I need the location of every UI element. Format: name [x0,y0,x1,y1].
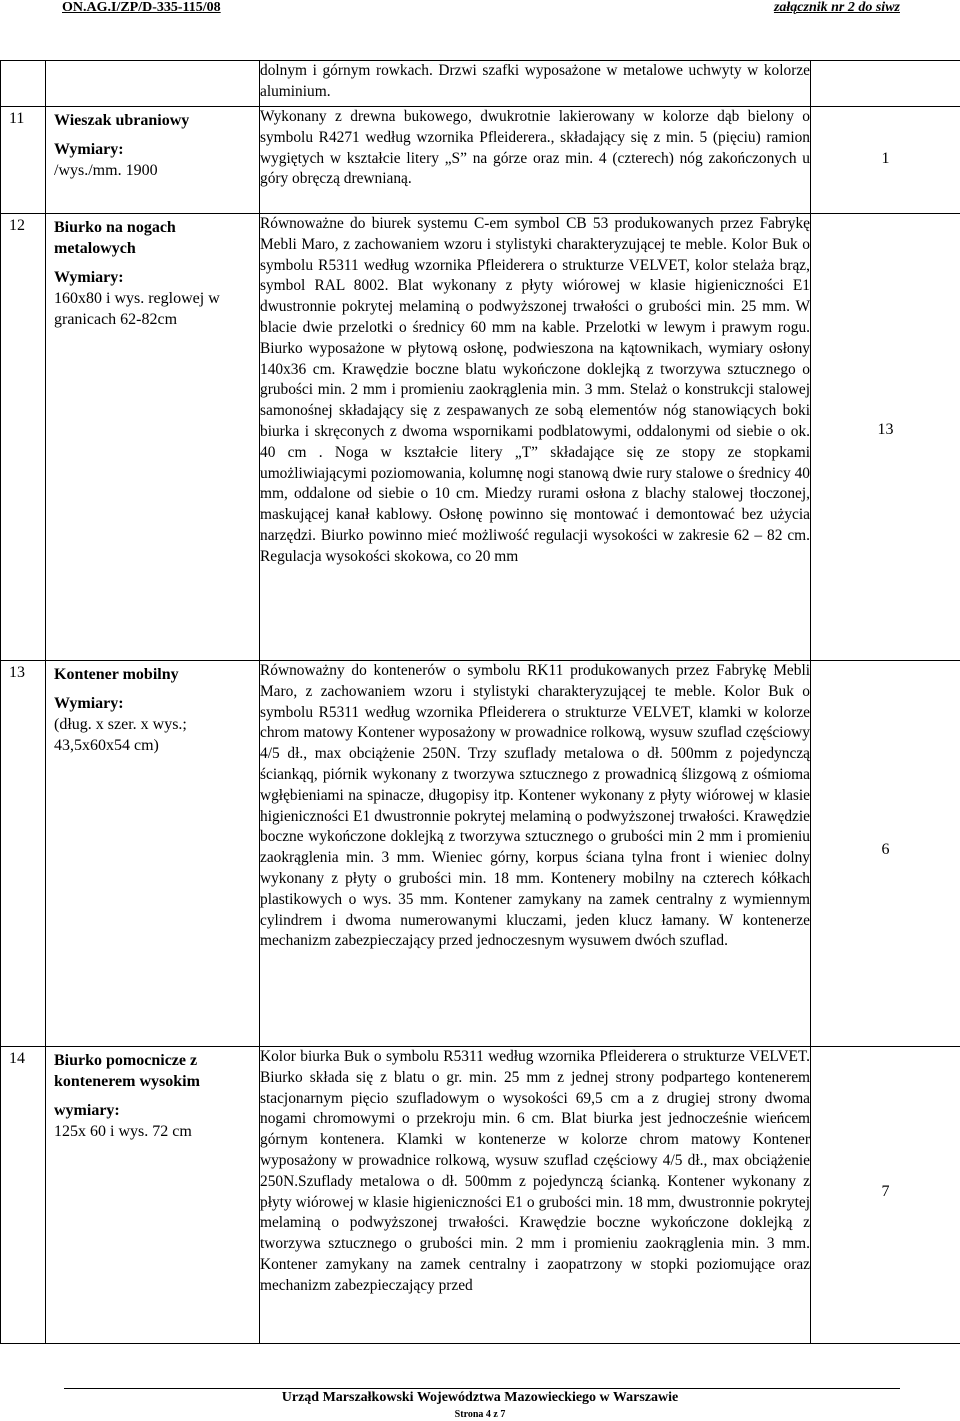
item-description-cell [260,107,811,214]
document-reference: ON.AG.I/ZP/D-335-115/08 [62,0,221,15]
footer-organization: Urząd Marszałkowski Województwa Mazowieckiego w Warszawie [281,1390,679,1405]
item-name-block [54,110,254,181]
item-number: 11 [9,110,25,127]
item-description: Wykonany z drewna bukowego, dwukrotnie lakierowany w kolorze dąb bielony o symbolu R4271 według wzornika Pfleiderera., składający się z min. 5 (pięciu) ramion wygiętych w kształcie litery „S” na górze oraz min. 4 (czterech) nóg zakończonych u góry obręczą drewnianą. [260,108,810,188]
dimensions-label: Wymiary: [54,141,124,158]
item-name: Biurko na nogach metalowych [54,219,176,257]
attachment-label: załącznik nr 2 do siwz [773,0,900,15]
table-row [1,214,960,661]
item-quantity: 6 [881,841,890,858]
item-description-cell [260,214,811,661]
dimensions-value: (dług. x szer. x wys.; 43,5x60x54 cm) [54,716,187,754]
item-description: dolnym i górnym rowkach. Drzwi szafki wyposażone w metalowe uchwyty w kolorze aluminium. [260,62,810,100]
item-name: Biurko pomocnicze z kontenerem wysokim [54,1052,200,1090]
item-description-cell [260,1047,811,1344]
item-number-cell [1,107,46,214]
dimensions-value: 160x80 i wys. reglowej w granicach 62-82cm [54,290,220,328]
item-name-block [54,664,254,756]
page-number: Strona 4 z 7 [454,1409,506,1420]
item-quantity: 1 [881,150,890,167]
dimensions-label: Wymiary: [54,695,124,712]
table-row [1,107,960,214]
item-description-cell [260,61,811,107]
item-name-block [54,217,254,330]
item-name: Kontener mobilny [54,666,179,683]
footer-divider [64,1388,900,1389]
item-quantity-cell [811,107,960,214]
item-name-cell [46,1047,260,1344]
item-name-cell [46,214,260,661]
table-row [1,61,960,107]
item-name-cell [46,661,260,1047]
dimensions-value: /wys./mm. 1900 [54,162,158,179]
item-number-cell [1,1047,46,1344]
item-quantity: 13 [877,421,894,438]
item-number-cell [1,661,46,1047]
item-name: Wieszak ubraniowy [54,112,190,129]
item-description-cell [260,661,811,1047]
specification-table [0,60,960,1344]
item-number-cell [1,214,46,661]
dimensions-label: wymiary: [54,1102,120,1119]
item-name-cell [46,107,260,214]
dimensions-value: 125x 60 i wys. 72 cm [54,1123,192,1140]
item-quantity-cell [811,214,960,661]
item-name-block [54,1050,254,1142]
item-number: 14 [9,1050,25,1067]
item-quantity: 7 [881,1183,890,1200]
item-quantity-cell [811,661,960,1047]
item-name-cell [46,61,260,107]
dimensions-label: Wymiary: [54,269,124,286]
item-quantity-cell [811,1047,960,1344]
table-row [1,1047,960,1344]
table-row [1,661,960,1047]
item-description: Równoważne do biurek systemu C-em symbol CB 53 produkowanych przez Fabrykę Mebli Maro, z zachowaniem wzoru i stylistyki charakteryzującej te meble. Kolor Buk o symbolu R5311 według wzornika Pfleiderera o strukturze VELVET, kolor stelaża brąz, symbol RAL 8002. Blat wykonany z płyty wiórowej w klasie higieniczności E1 dwustronnie pokrytej melaminą o podwyższonej trwałości o grubości min. 25 mm. W blacie dwie przelotki o średnicy 60 mm na kable. Przelotki w lewym i prawym rogu. Biurko wyposażone w płytową osłonę, podwieszona na kątownikach, wymiary osłony 140x36 cm. Krawędzie boczne blatu wykończone doklejką z tworzywa sztucznego o grubości min. 2 mm i promieniu zaokrąglenia min. 3 mm. Stelaż o konstrukcji stalowej samonośnej składający się z zespawanych ze sobą elementów nóg stanowiących boki biurka i skręconych z dwoma wspornikami podblatowymi, oddalonymi od siebie o ok. 40 cm . Noga w kształcie litery „T” składające się ze stopy ze stopkami umożliwiającymi poziomowania, kolumnę nogi stanową dwie rury stalowe o średnicy 40 mm, oddalone od siebie o 10 cm. Miedzy rurami osłona z blachy stalowej tłoczonej, maskującej kanał kablowy. Osłonę powinno się montować i demontować bez użycia narzędzi. Biurko powinno mieć możliwość regulacji wysokości w zakresie 62 – 82 cm. Regulacja wysokości skokowa, co 20 mm [260,215,810,565]
item-number: 12 [9,217,25,234]
item-number: 13 [9,664,25,681]
item-description: Kolor biurka Buk o symbolu R5311 według wzornika Pfleiderera o strukturze VELVET. Biurko składa się z blatu o gr. min. 25 mm z jednej strony podpartego kontenerem stacjonarnym pięcio szufladowym o wysokości 69,5 cm a z drugiej strony dwoma nogami chromowymi o przekroju min. 6 cm. Blat biurka jest jednocześnie wieńcem górnym kontenera. Klamki w kontenerze w kolorze chrom matowy Kontener wyposażony w prowadnice rolkową, wysuw szuflad częściowy 4/5 dł., max obciążenie 250N.Szuflady metalowa o dł. 500mm z pojedynczą ścianką. Kontener wykonany z płyty wiórowej w klasie higieniczności E1 o grubości min. 18 mm, dwustronnie pokrytej melaminą o podwyższonej trwałości. Krawędzie boczne wykończone doklejką z tworzywa sztucznego o grubości min. 2 mm i promieniu zaokrąglenia min. 3 mm. Kontener zamykany na zamek centralny i zaopatrzony w stopki poziomujące oraz mechanizm zabezpieczający przed [260,1048,810,1294]
item-quantity-cell [811,61,960,107]
item-description: Równoważny do kontenerów o symbolu RK11 produkowanych przez Fabrykę Mebli Maro, z zachowaniem wzoru i stylistyki charakteryzującej te meble. Kolor Buk o symbolu R5311 według wzornika Pfleiderera o strukturze VELVET, klamki w kolorze chrom matowy Kontener wyposażony w prowadnice rolkową, wysuw szuflad częściowy 4/5 dł., max obciążenie 250N. Trzy szuflady metalowa o dł. 500mm z pojedynczą ściankąq, piórnik wykonany z tworzywa sztucznego z prowadnicą ślizgową z ośmioma wgłębieniami na spinacze, długopisy itp. Kontener wykonany z płyty wiórowej w klasie higieniczności E1 dwustronnie pokrytej melaminą o podwyższonej trwałości. Krawędzie boczne wykończone doklejką z tworzywa sztucznego o grubości min 2 mm i promieniu zaokrąglenia min. 3 mm. Wieniec górny, korpus ściana tylna front i wieniec dolny wykonany z płyty o grubości min. 18 mm. Kontenery mobilny na czterech kółkach plastikowych o wys. 35 mm. Kontener zamykany na zamek centralny z wymiennym cylindrem i dwoma numerowanymi kluczami, jeden klucz łamany. W kontenerze mechanizm zabezpieczający przed jednoczesnym wysuwem dwóch szuflad. [260,662,810,950]
page-header [58,0,900,24]
item-number-cell [1,61,46,107]
